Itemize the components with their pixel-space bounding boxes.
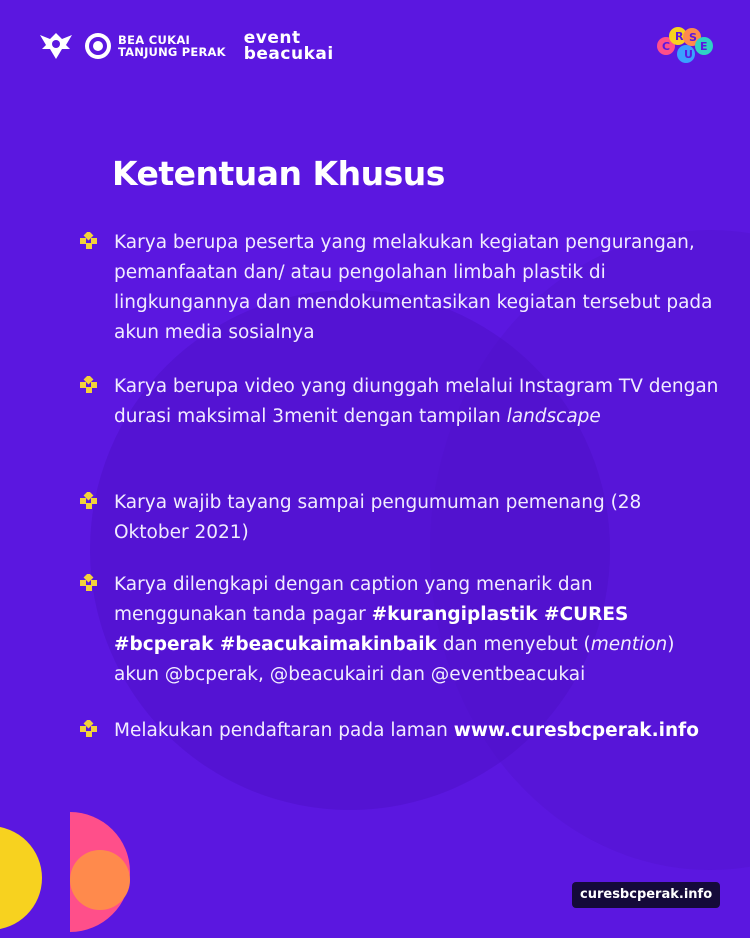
event-logo-line2: beacukai xyxy=(243,44,334,64)
brand-line2: TANJUNG PERAK xyxy=(118,45,226,59)
italic-text: landscape xyxy=(506,406,601,427)
list-item xyxy=(80,228,720,348)
decorative-shapes xyxy=(0,800,140,938)
list-item xyxy=(80,488,720,548)
italic-text: mention xyxy=(590,634,668,655)
diamond-bullet-icon xyxy=(80,232,98,250)
svg-text:U: U xyxy=(684,48,693,61)
highlighted-text: www.curesbcperak.info xyxy=(453,720,699,741)
svg-text:E: E xyxy=(700,40,708,53)
diamond-bullet-icon xyxy=(80,492,98,510)
rule-text xyxy=(114,716,720,746)
list-item xyxy=(80,716,720,746)
rule-text-segment: dan menyebut ( xyxy=(436,634,591,655)
customs-seal-icon xyxy=(84,32,112,60)
cures-logo xyxy=(656,24,716,66)
rule-text-segment: Melakukan pendaftaran pada laman xyxy=(114,720,454,741)
website-url-badge: curesbcperak.info xyxy=(572,882,720,908)
page-title: Ketentuan Khusus xyxy=(112,154,445,193)
rule-text-segment: Karya dilengkapi dengan caption yang menarik dan menggunakan tanda pagar xyxy=(114,574,593,625)
rule-text-segment: Karya berupa peserta yang melakukan kegiatan pengurangan, pemanfaatan dan/ atau pengolahan limbah plastik di lingkungannya dan mendokumentasikan kegiatan tersebut pada akun media sosialnya xyxy=(114,232,713,343)
event-beacukai-logo xyxy=(243,27,334,64)
diamond-bullet-icon xyxy=(80,574,98,592)
svg-text:S: S xyxy=(689,31,697,44)
customs-eagle-emblem-icon xyxy=(38,29,74,63)
rule-text xyxy=(114,372,720,432)
rule-text-segment: Karya berupa video yang diunggah melalui Instagram TV dengan durasi maksimal 3menit dengan tampilan xyxy=(114,376,719,427)
diamond-bullet-icon xyxy=(80,720,98,738)
event-logo-line1: event xyxy=(243,27,301,48)
highlighted-text: #kurangiplastik #CURES #bcperak #beacukaimakinbaik xyxy=(114,604,629,655)
list-item xyxy=(80,570,720,690)
brand-logo-text xyxy=(118,34,226,58)
header xyxy=(38,28,334,64)
rule-text-segment: ) akun @bcperak, @beacukairi dan @eventbeacukai xyxy=(114,634,675,685)
diamond-bullet-icon xyxy=(80,376,98,394)
brand-line1: BEA CUKAI xyxy=(118,32,191,47)
list-item xyxy=(80,372,720,432)
rule-text xyxy=(114,228,720,348)
svg-text:R: R xyxy=(675,30,684,43)
rule-text-segment: Karya wajib tayang sampai pengumuman pemenang (28 Oktober 2021) xyxy=(114,492,642,543)
svg-text:C: C xyxy=(662,40,671,53)
rule-text xyxy=(114,570,720,690)
rule-text xyxy=(114,488,720,548)
